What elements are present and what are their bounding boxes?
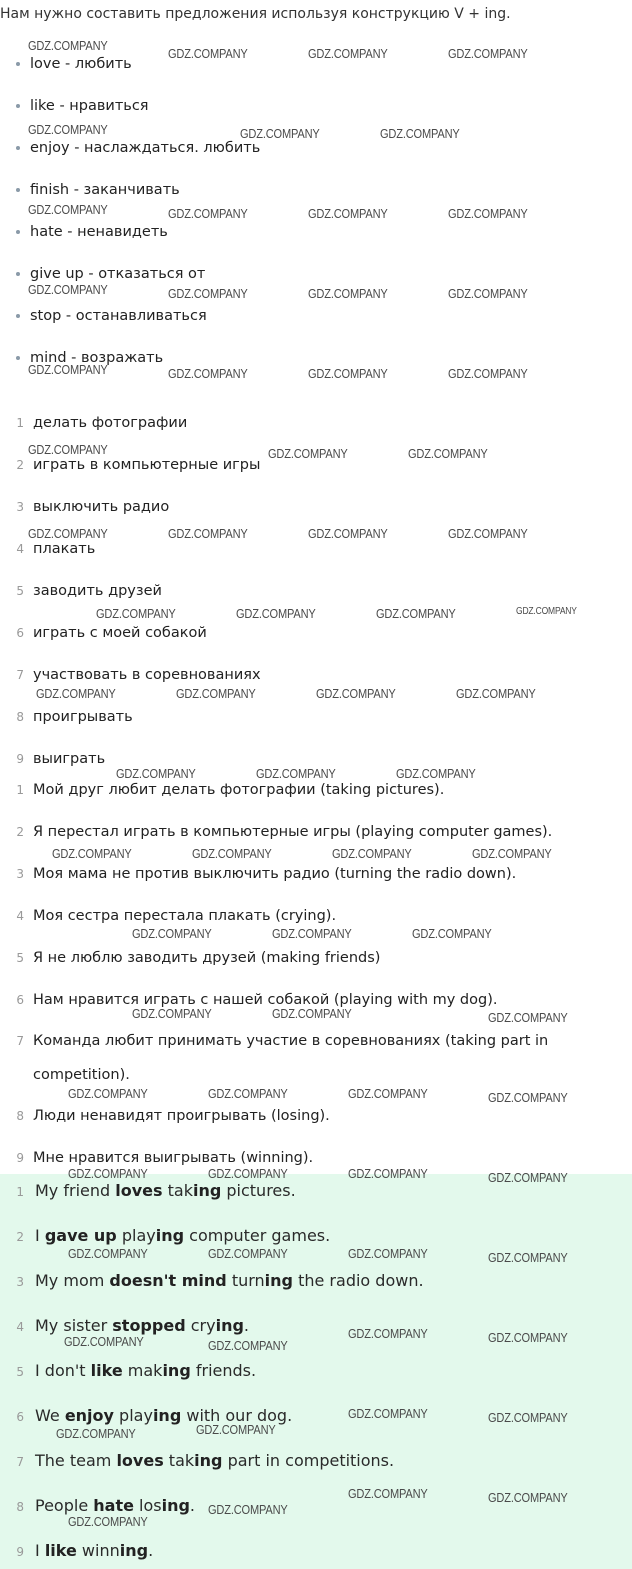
task-intro: Нам нужно составить предложения используя конструкцию V + ing. [0,6,511,22]
watermark-text: GDZ.COMPANY [316,686,396,701]
watermark-text: GDZ.COMPANY [208,1338,288,1353]
russian-sentence [0,950,380,966]
item-text: Мне нравится выигрывать (winning). [33,1150,314,1166]
watermark-text: GDZ.COMPANY [132,1006,212,1021]
watermark-text: GDZ.COMPANY [448,286,528,301]
watermark-text: GDZ.COMPANY [332,846,412,861]
item-number: 1 [16,416,24,430]
phrase-item [0,667,261,683]
item-text: Моя сестра перестала плакать (crying). [33,908,337,924]
item-text: Мой друг любит делать фотографии (taking pictures). [33,782,445,798]
watermark-text: GDZ.COMPANY [28,526,108,541]
english-sentence [0,1316,249,1335]
verb-text: enjoy - наслаждаться. любить [30,140,261,156]
watermark-text: GDZ.COMPANY [68,1166,148,1181]
watermark-text: GDZ.COMPANY [448,46,528,61]
item-text: заводить друзей [33,583,162,599]
watermark-text: GDZ.COMPANY [208,1086,288,1101]
watermark-text: GDZ.COMPANY [516,606,577,617]
verb-text: mind - возражать [30,350,164,366]
watermark-text: GDZ.COMPANY [52,846,132,861]
watermark-text: GDZ.COMPANY [96,606,176,621]
item-number: 1 [16,783,24,797]
watermark-text: GDZ.COMPANY [348,1246,428,1261]
watermark-text: GDZ.COMPANY [272,926,352,941]
item-text: Команда любит принимать участие в соревнованиях (taking part in competition). [33,1033,549,1083]
item-text: выиграть [33,751,106,767]
russian-sentence [0,866,516,882]
item-text: проигрывать [33,709,133,725]
watermark-text: GDZ.COMPANY [256,766,336,781]
watermark-text: GDZ.COMPANY [448,526,528,541]
watermark-text: GDZ.COMPANY [168,366,248,381]
bullet-icon [16,314,20,318]
watermark-text: GDZ.COMPANY [168,46,248,61]
watermark-text: GDZ.COMPANY [208,1166,288,1181]
item-number: 9 [16,752,24,766]
item-number: 5 [16,951,24,965]
item-text: плакать [33,541,96,557]
verb-text: like - нравиться [30,98,149,114]
item-number: 3 [16,1275,24,1289]
watermark-text: GDZ.COMPANY [64,1334,144,1349]
phrase-item [0,709,133,725]
watermark-text: GDZ.COMPANY [448,366,528,381]
item-number: 6 [16,626,24,640]
english-sentence [0,1451,394,1470]
watermark-text: GDZ.COMPANY [308,286,388,301]
watermark-text: GDZ.COMPANY [348,1326,428,1341]
watermark-text: GDZ.COMPANY [308,46,388,61]
item-text: Я перестал играть в компьютерные игры (playing computer games). [33,824,553,840]
watermark-text: GDZ.COMPANY [308,526,388,541]
watermark-text: GDZ.COMPANY [132,926,212,941]
watermark-text: GDZ.COMPANY [380,126,460,141]
russian-sentence [0,992,497,1008]
watermark-text: GDZ.COMPANY [488,1490,568,1505]
item-text: I gave up playing computer games. [35,1226,331,1245]
item-number: 2 [16,1230,24,1244]
item-number: 6 [16,1410,24,1424]
watermark-text: GDZ.COMPANY [396,766,476,781]
item-text: Нам нравится играть с нашей собакой (playing with my dog). [33,992,498,1008]
item-number: 1 [16,1185,24,1199]
verb-item [16,140,260,156]
item-number: 2 [16,825,24,839]
russian-sentence [0,1024,600,1092]
verb-item [16,308,207,324]
watermark-text: GDZ.COMPANY [196,1422,276,1437]
watermark-text: GDZ.COMPANY [240,126,320,141]
phrase-item [0,583,162,599]
watermark-text: GDZ.COMPANY [68,1086,148,1101]
item-text: My friend loves taking pictures. [35,1181,296,1200]
bullet-icon [16,188,20,192]
bullet-icon [16,272,20,276]
item-text: I don't like making friends. [35,1361,257,1380]
item-number: 4 [16,542,24,556]
item-number: 4 [16,909,24,923]
verb-text: give up - отказаться от [30,266,206,282]
watermark-text: GDZ.COMPANY [348,1406,428,1421]
bullet-icon [16,146,20,150]
watermark-text: GDZ.COMPANY [348,1486,428,1501]
watermark-text: GDZ.COMPANY [408,446,488,461]
watermark-text: GDZ.COMPANY [488,1330,568,1345]
item-text: делать фотографии [33,415,188,431]
watermark-text: GDZ.COMPANY [192,846,272,861]
russian-sentence [0,908,336,924]
item-text: We enjoy playing with our dog. [35,1406,293,1425]
watermark-text: GDZ.COMPANY [28,38,108,53]
bullet-icon [16,104,20,108]
watermark-text: GDZ.COMPANY [208,1246,288,1261]
phrase-item [0,415,187,431]
bullet-icon [16,230,20,234]
phrase-item [0,541,95,557]
item-text: My mom doesn't mind turning the radio down. [35,1271,424,1290]
english-sentence [0,1541,153,1560]
watermark-text: GDZ.COMPANY [68,1514,148,1529]
watermark-text: GDZ.COMPANY [308,366,388,381]
watermark-text: GDZ.COMPANY [456,686,536,701]
verb-text: stop - останавливаться [30,308,207,324]
watermark-text: GDZ.COMPANY [28,202,108,217]
watermark-text: GDZ.COMPANY [176,686,256,701]
verb-item [16,266,205,282]
watermark-text: GDZ.COMPANY [488,1410,568,1425]
watermark-text: GDZ.COMPANY [168,526,248,541]
watermark-text: GDZ.COMPANY [236,606,316,621]
watermark-text: GDZ.COMPANY [488,1250,568,1265]
bullet-icon [16,356,20,360]
watermark-text: GDZ.COMPANY [168,206,248,221]
item-text: играть в компьютерные игры [33,457,261,473]
phrase-item [0,457,260,473]
item-number: 9 [16,1545,24,1559]
watermark-text: GDZ.COMPANY [36,686,116,701]
phrase-item [0,751,105,767]
item-number: 9 [16,1151,24,1165]
item-number: 3 [16,867,24,881]
verb-item [16,182,180,198]
watermark-text: GDZ.COMPANY [268,446,348,461]
watermark-text: GDZ.COMPANY [488,1170,568,1185]
watermark-text: GDZ.COMPANY [448,206,528,221]
watermark-text: GDZ.COMPANY [28,122,108,137]
phrase-item [0,625,207,641]
watermark-text: GDZ.COMPANY [308,206,388,221]
item-number: 3 [16,500,24,514]
item-number: 5 [16,584,24,598]
item-text: выключить радио [33,499,170,515]
russian-sentence [0,1150,313,1166]
item-number: 6 [16,993,24,1007]
item-text: играть с моей собакой [33,625,207,641]
english-sentence [0,1271,424,1290]
verb-text: love - любить [30,56,132,72]
verb-text: hate - ненавидеть [30,224,168,240]
item-number: 7 [16,668,24,682]
english-sentence [0,1496,195,1515]
watermark-text: GDZ.COMPANY [376,606,456,621]
verb-text: finish - заканчивать [30,182,180,198]
item-text: участвовать в соревнованиях [33,667,261,683]
item-number: 7 [16,1034,24,1048]
english-sentence [0,1181,296,1200]
watermark-text: GDZ.COMPANY [168,286,248,301]
watermark-text: GDZ.COMPANY [28,282,108,297]
watermark-text: GDZ.COMPANY [208,1502,288,1517]
item-text: People hate losing. [35,1496,196,1515]
item-number: 8 [16,710,24,724]
watermark-text: GDZ.COMPANY [56,1426,136,1441]
item-text: Люди ненавидят проигрывать (losing). [33,1108,330,1124]
english-sentence [0,1226,330,1245]
item-text: My sister stopped crying. [35,1316,249,1335]
russian-sentence [0,1108,330,1124]
watermark-text: GDZ.COMPANY [348,1166,428,1181]
watermark-text: GDZ.COMPANY [28,442,108,457]
item-number: 2 [16,458,24,472]
item-text: Моя мама не против выключить радио (turning the radio down). [33,866,517,882]
russian-sentence [0,824,552,840]
verb-item [16,224,168,240]
phrase-item [0,499,169,515]
watermark-text: GDZ.COMPANY [68,1246,148,1261]
verb-item [16,56,132,72]
watermark-text: GDZ.COMPANY [472,846,552,861]
watermark-text: GDZ.COMPANY [412,926,492,941]
english-sentence [0,1361,256,1380]
item-text: Я не люблю заводить друзей (making friends) [33,950,381,966]
watermark-text: GDZ.COMPANY [272,1006,352,1021]
russian-sentence [0,782,444,798]
watermark-text: GDZ.COMPANY [488,1090,568,1105]
watermark-text: GDZ.COMPANY [116,766,196,781]
item-number: 7 [16,1455,24,1469]
item-number: 8 [16,1500,24,1514]
item-number: 8 [16,1109,24,1123]
watermark-text: GDZ.COMPANY [28,362,108,377]
item-number: 5 [16,1365,24,1379]
item-text: I like winning. [35,1541,154,1560]
verb-item [16,98,149,114]
bullet-icon [16,62,20,66]
item-text: The team loves taking part in competitions. [35,1451,395,1470]
item-number: 4 [16,1320,24,1334]
watermark-text: GDZ.COMPANY [488,1010,568,1025]
watermark-text: GDZ.COMPANY [348,1086,428,1101]
